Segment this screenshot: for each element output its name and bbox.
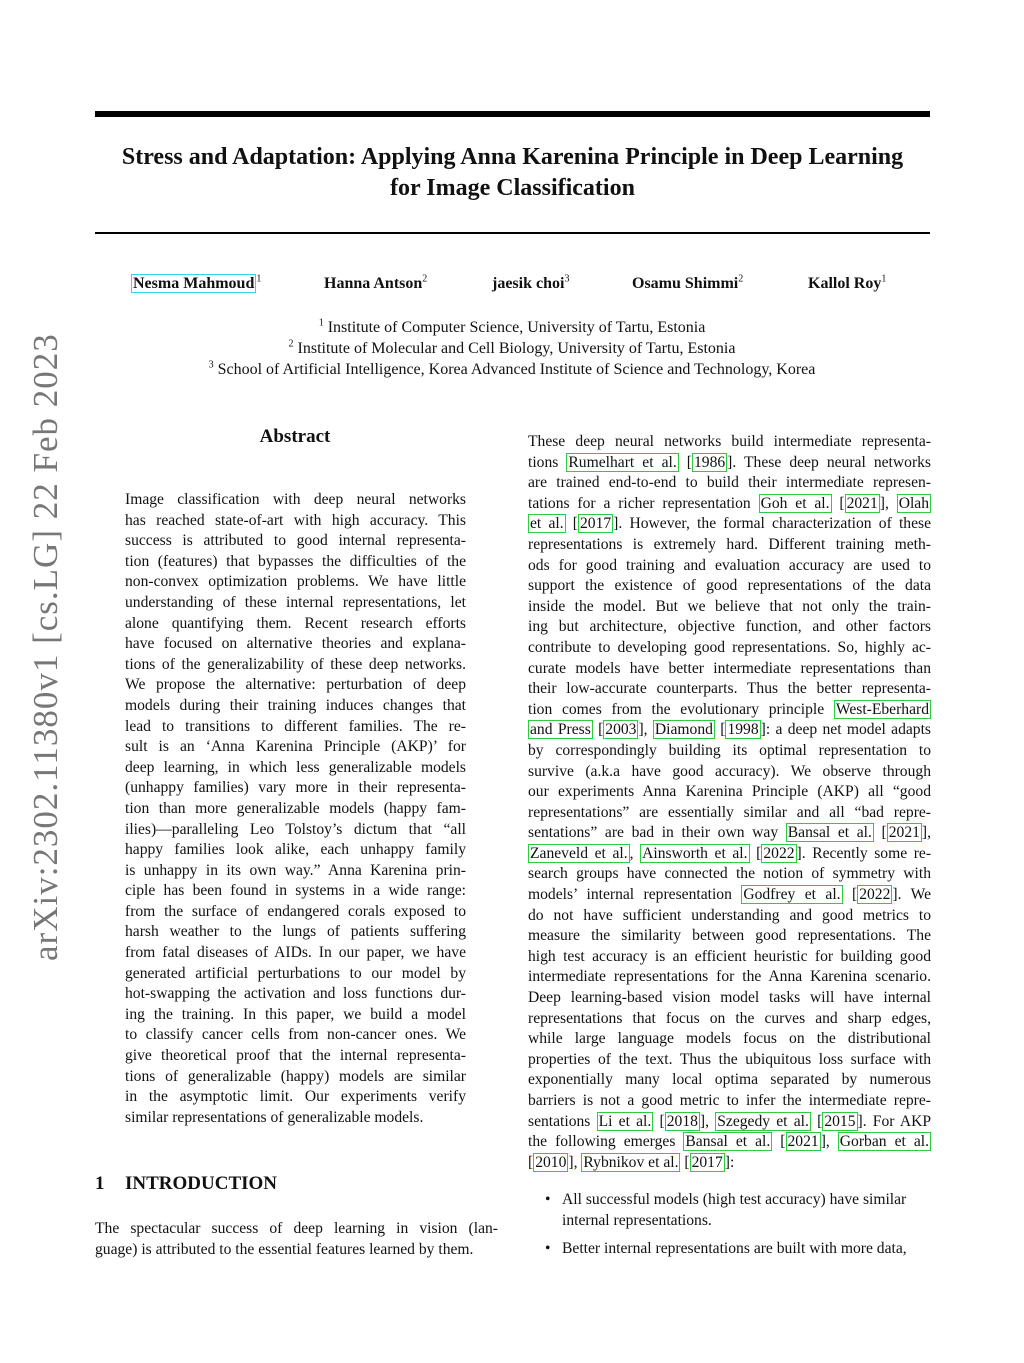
text-segment: are trained end-to-end to build their intermediate represen- <box>528 474 931 492</box>
affiliation-number: 2 <box>288 338 294 350</box>
bullet-text-line: Better internal representations are built with more data, <box>562 1240 907 1258</box>
text-line <box>528 988 931 1009</box>
citation-link[interactable]: Gorban et al. <box>839 1133 929 1151</box>
text-line: similar representations of generalizable models. <box>125 1108 424 1126</box>
text-segment: [ <box>749 844 762 862</box>
text-segment: ]. These deep neural networks <box>727 453 931 471</box>
text-segment: [ <box>592 721 604 739</box>
text-segment: the following emerges <box>528 1133 684 1151</box>
citation-link[interactable]: Zaneveld et al. <box>530 844 628 862</box>
text-segment: [ <box>678 453 692 471</box>
text-line: Image classification with deep neural networks <box>125 491 466 508</box>
text-segment: [ <box>565 515 578 533</box>
citation-link[interactable]: Godfrey et al. <box>743 886 841 904</box>
text-line: The spectacular success of deep learning in vision (lan- <box>95 1220 498 1237</box>
text-segment: intermediate representations for the Anna Karenina scenario. <box>528 968 931 986</box>
text-line <box>528 514 931 535</box>
text-line: is unhappy in its own way.” Anna Karenina prin- <box>125 861 466 879</box>
text-segment: sentations <box>528 1112 597 1130</box>
text-line <box>528 885 931 906</box>
text-line: to classify cancer cells from non-cancer ones. We <box>125 1026 466 1044</box>
text-segment: sentations” are bad in their own way <box>528 824 786 842</box>
citation-link[interactable]: Bansal et al. <box>787 824 872 842</box>
text-segment: exponentially many local optima separated by numerous <box>528 1071 931 1089</box>
text-line <box>528 720 931 741</box>
text-line <box>528 782 931 803</box>
text-line <box>528 762 931 783</box>
text-segment: while large language models focus on the distributional <box>528 1030 931 1048</box>
text-segment: [ <box>653 1112 665 1130</box>
text-line <box>528 967 931 988</box>
author-item <box>324 275 427 293</box>
text-segment: search groups have connected the notion of symmetry with <box>528 865 931 883</box>
bullet-list <box>545 1190 931 1268</box>
text-line: tions of the generalizability of these deep networks. <box>125 655 466 673</box>
text-line <box>528 659 931 680</box>
author-affiliation: 1 <box>881 273 887 285</box>
affiliation-number: 3 <box>208 359 214 371</box>
text-line: sult is an ‘Anna Karenina Principle (AKP)’ for <box>125 738 466 756</box>
citation-link[interactable]: Bansal et al. <box>685 1133 771 1151</box>
text-line: from the surface of endangered corals exposed to <box>125 902 466 920</box>
title-top-rule <box>95 111 930 117</box>
citation-link[interactable]: West-Eberhard <box>835 700 929 718</box>
text-line <box>528 638 931 659</box>
text-segment: [ <box>680 1153 690 1171</box>
text-line <box>528 823 931 844</box>
title-bottom-rule <box>95 232 930 234</box>
text-line: We propose the alternative: perturbation of deep <box>125 676 466 694</box>
text-segment: tions <box>528 453 567 471</box>
text-segment: ]. Recently some re- <box>796 844 932 862</box>
citation-link[interactable]: 2022 <box>763 844 795 862</box>
text-segment: curate models have better intermediate representations than <box>528 659 931 677</box>
text-line <box>528 556 931 577</box>
text-line: happy families look alike, each unhappy family <box>125 841 466 859</box>
citation-link[interactable]: Rumelhart et al. <box>568 453 677 471</box>
citation-link[interactable]: 2010 <box>535 1153 567 1171</box>
text-segment: support the existence of good representations of the data <box>528 577 931 595</box>
right-column-body <box>528 432 931 1173</box>
text-line: alone quantifying them. Recent research efforts <box>125 614 466 632</box>
abstract-heading: Abstract <box>259 426 331 447</box>
author-name: jaesik choi <box>492 275 565 292</box>
text-line <box>528 432 931 453</box>
citation-link[interactable]: 2018 <box>666 1112 698 1130</box>
text-line <box>528 1153 931 1174</box>
text-line <box>528 1070 931 1091</box>
text-line <box>528 1029 931 1050</box>
affiliation-number: 1 <box>318 317 324 329</box>
text-segment: Deep learning-based vision model tasks will have internal <box>528 989 931 1007</box>
text-segment: These deep neural networks build intermediate representa- <box>528 433 931 450</box>
citation-link[interactable]: et al. <box>530 515 564 533</box>
text-line <box>528 803 931 824</box>
bullet-item <box>545 1190 931 1231</box>
citation-link[interactable]: 2021 <box>787 1133 819 1151</box>
introduction-body <box>95 1219 498 1260</box>
text-segment: barriers is not a good metric to infer the intermediate repre- <box>528 1092 931 1109</box>
text-segment: [ <box>842 886 858 904</box>
text-segment: ]. However, the formal characterization of these <box>613 515 932 533</box>
affiliation-line <box>0 338 1024 359</box>
author-item <box>632 275 743 293</box>
text-segment: properties of the text. Thus the ubiquitous loss surface with <box>528 1050 931 1068</box>
citation-link[interactable]: Li et al. <box>598 1112 652 1130</box>
text-segment: survive (a.k.a have good accuracy). We observe through <box>528 762 931 780</box>
text-segment: ing but architecture, objective function, and other factors <box>528 618 931 636</box>
text-line: tion (features) that bypasses the difficulties of the <box>125 552 466 570</box>
text-line <box>528 453 931 474</box>
text-segment: representations” are essentially similar and all “bad repre- <box>528 803 931 821</box>
citation-link[interactable]: 1998 <box>727 721 759 739</box>
text-line <box>528 535 931 556</box>
author-affiliation: 1 <box>256 273 262 285</box>
author-affiliation: 2 <box>738 273 744 285</box>
text-line <box>528 844 931 865</box>
text-segment: tations for a richer representation <box>528 494 759 512</box>
text-segment: ], <box>638 721 653 739</box>
text-line <box>528 926 931 947</box>
affiliation-text: Institute of Computer Science, University of Tartu, Estonia <box>327 319 706 336</box>
citation-link[interactable]: 2021 <box>888 824 920 842</box>
text-segment: high test accuracy is an efficient heuristic for building good <box>528 947 931 965</box>
text-line <box>528 679 931 700</box>
text-line: ing the training. In this paper, we build a model <box>125 1005 466 1023</box>
text-line: generated artificial perturbations to our model by <box>125 964 466 982</box>
section-title: INTRODUCTION <box>125 1173 278 1194</box>
text-segment: do not have sufficient understanding and good metrics to <box>528 906 931 924</box>
text-segment: by correspondingly building its optimal representation to <box>528 741 931 759</box>
bullet-dot-icon: • <box>545 1240 551 1258</box>
text-line: non-convex optimization problems. We have little <box>125 573 466 591</box>
text-line: lead to transitions to different families. The re- <box>125 717 466 735</box>
citation-link[interactable]: Olah <box>898 494 930 512</box>
text-line: give theoretical proof that the internal representa- <box>125 1047 466 1065</box>
text-line <box>528 864 931 885</box>
text-segment: [ <box>528 1153 534 1171</box>
arxiv-identifier[interactable]: arXiv:2302.11380v1 [cs.LG] 22 Feb 2023 <box>26 333 65 961</box>
text-line <box>528 906 931 927</box>
citation-link[interactable]: 2017 <box>579 515 612 533</box>
author-list <box>0 275 1024 299</box>
text-line <box>528 1112 931 1133</box>
text-line <box>528 741 931 762</box>
text-segment: [ <box>772 1133 786 1151</box>
text-line: hot-swapping the activation and loss functions dur- <box>125 985 466 1003</box>
text-segment: models’ internal representation <box>528 886 742 904</box>
citation-link[interactable]: 2021 <box>846 494 878 512</box>
citation-link[interactable]: Goh et al. <box>760 494 830 512</box>
author-name: Kallol Roy <box>808 275 882 292</box>
citation-link[interactable]: 2003 <box>605 721 637 739</box>
text-line: (unhappy families) vary more in their representa- <box>125 779 466 797</box>
text-segment: ], <box>879 494 897 512</box>
paper-title-line: for Image Classification <box>390 175 635 201</box>
text-line: have focused on alternative theories and explana- <box>125 635 466 653</box>
paper-title <box>95 142 930 204</box>
text-line <box>528 473 931 494</box>
text-segment: our experiments Anna Karenina Principle (AKP) all “good <box>528 783 931 801</box>
text-segment: ], <box>568 1153 582 1171</box>
author-affiliation: 2 <box>422 273 428 285</box>
text-line <box>528 617 931 638</box>
text-line: models during their training induces changes that <box>125 696 466 714</box>
text-line <box>528 1132 931 1153</box>
text-line <box>528 597 931 618</box>
citation-link[interactable]: 1986 <box>693 453 726 471</box>
citation-link[interactable]: 2022 <box>859 886 891 904</box>
text-segment: ], <box>820 1133 838 1151</box>
affiliation-list <box>0 317 1024 380</box>
bullet-text-line: internal representations. <box>562 1211 712 1229</box>
citation-link[interactable]: Diamond <box>654 721 713 739</box>
text-line: guage) is attributed to the essential features learned by them. <box>95 1240 474 1258</box>
text-line <box>528 1050 931 1071</box>
abstract-body <box>125 490 466 1128</box>
text-segment: ods for good training and evaluation accuracy are used to <box>528 556 931 574</box>
text-line: ilies)—paralleling Leo Tolstoy’s dictum that “all <box>125 820 466 838</box>
text-line <box>528 700 931 721</box>
text-segment: [ <box>831 494 845 512</box>
citation-link[interactable]: Ainsworth et al. <box>642 844 748 862</box>
text-line: from fatal diseases of AIDs. In our paper, we have <box>125 944 466 962</box>
text-segment: ]. For AKP <box>857 1112 932 1130</box>
text-line: deep learning, in which less generalizable models <box>125 758 466 776</box>
text-line: harsh weather to the lungs of patients suffering <box>125 923 466 941</box>
text-segment: representations is extremely hard. Different training meth- <box>528 535 931 553</box>
text-line: tions of generalizable (happy) models are similar <box>125 1067 466 1085</box>
text-segment: measure the similarity between good representations. The <box>528 927 931 945</box>
citation-link[interactable]: 2015 <box>824 1112 856 1130</box>
author-item <box>808 275 886 293</box>
bullet-dot-icon: • <box>545 1191 551 1208</box>
text-segment: tion comes from the evolutionary principle <box>528 700 834 718</box>
author-name: Hanna Antson <box>324 275 423 292</box>
affiliation-line <box>0 359 1024 380</box>
text-segment: representations that focus on the curves and sharp edges, <box>528 1009 931 1027</box>
author-item[interactable] <box>131 275 261 293</box>
bullet-text-line: All successful models (high test accuracy) have similar <box>562 1191 907 1208</box>
text-segment: ]. We <box>892 886 932 904</box>
text-line: ciple has been found in systems in a wide range: <box>125 882 466 900</box>
text-segment: [ <box>714 721 726 739</box>
text-segment: ]: a deep net model adapts <box>760 721 931 739</box>
citation-link[interactable]: 2017 <box>691 1153 723 1171</box>
author-affiliation: 3 <box>564 273 570 285</box>
text-segment: their low-accurate counterparts. Thus the better representa- <box>528 680 931 698</box>
text-segment: contribute to developing good representations. So, highly ac- <box>528 638 931 656</box>
text-segment: [ <box>810 1112 823 1130</box>
text-segment: ], <box>699 1112 716 1130</box>
text-segment: , <box>629 844 641 862</box>
citation-link[interactable]: and Press <box>530 721 591 739</box>
affiliation-line <box>0 317 1024 338</box>
bullet-item <box>545 1239 931 1260</box>
text-line <box>528 1009 931 1030</box>
author-item <box>492 275 569 293</box>
text-line: in the asymptotic limit. Our experiments verify <box>125 1088 466 1106</box>
author-name: Osamu Shimmi <box>632 275 739 292</box>
text-line <box>528 1091 931 1112</box>
text-line: success is attributed to good internal representa- <box>125 532 466 550</box>
text-line <box>528 494 931 515</box>
text-line: tion than more generalizable models (happy fam- <box>125 799 466 817</box>
text-line <box>528 576 931 597</box>
author-name-link[interactable]: Nesma Mahmoud <box>133 275 255 292</box>
text-line: understanding of these internal representations, let <box>125 593 466 611</box>
affiliation-text: School of Artificial Intelligence, Korea Advanced Institute of Science and Technology, Korea <box>217 361 816 378</box>
citation-link[interactable]: Szegedy et al. <box>717 1112 809 1130</box>
section-heading-introduction <box>95 1173 277 1195</box>
citation-link[interactable]: Rybnikov et al. <box>583 1153 679 1171</box>
affiliation-text: Institute of Molecular and Cell Biology, University of Tartu, Estonia <box>297 340 736 357</box>
text-segment: [ <box>873 824 887 842</box>
paper-title-line: Stress and Adaptation: Applying Anna Karenina Principle in Deep Learning <box>121 144 904 170</box>
text-line: has reached state-of-art with high accuracy. This <box>125 511 466 529</box>
text-segment: inside the model. But we believe that not only the train- <box>528 597 931 615</box>
text-segment: ]: <box>724 1153 735 1171</box>
section-number: 1 <box>95 1173 105 1194</box>
text-segment: ], <box>921 824 931 842</box>
text-line <box>528 947 931 968</box>
